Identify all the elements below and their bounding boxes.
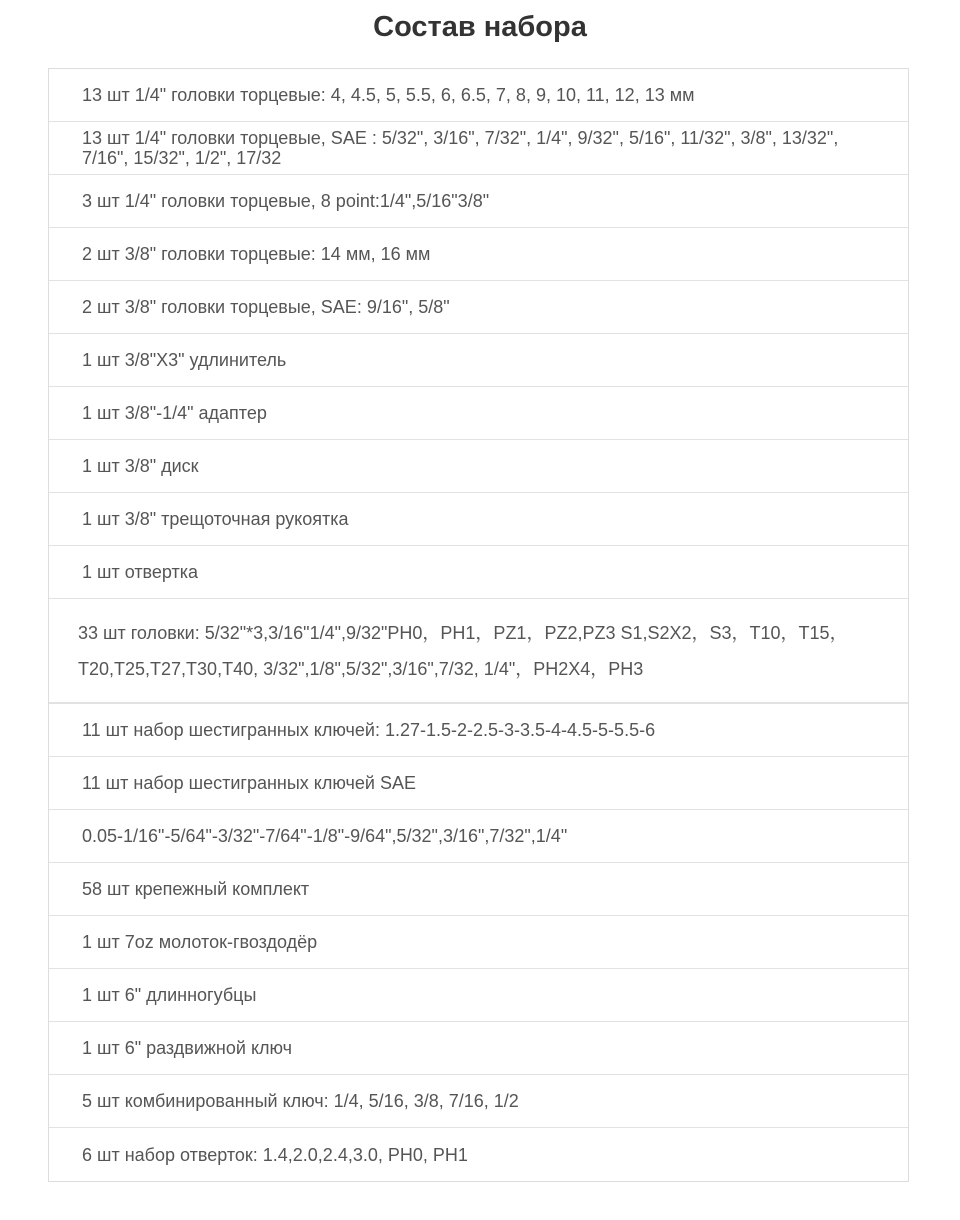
table-row: 11 шт набор шестигранных ключей: 1.27-1.5-2-2.5-3-3.5-4-4.5-5-5.5-6 xyxy=(49,704,908,757)
table-row: 1 шт 6" раздвижной ключ xyxy=(49,1022,908,1075)
table-row: 5 шт комбинированный ключ: 1/4, 5/16, 3/8, 7/16, 1/2 xyxy=(49,1075,908,1128)
table-row: 1 шт 6" длинногубцы xyxy=(49,969,908,1022)
table-row: 0.05-1/16"-5/64"-3/32"-7/64"-1/8"-9/64",5/32",3/16",7/32",1/4" xyxy=(49,810,908,863)
page-title: Состав набора xyxy=(373,11,587,43)
table-row: 1 шт 7oz молоток-гвоздодёр xyxy=(49,916,908,969)
table-row: 13 шт 1/4" головки торцевые: 4, 4.5, 5, 5.5, 6, 6.5, 7, 8, 9, 10, 11, 12, 13 мм xyxy=(49,69,908,122)
table-row: 1 шт 3/8"-1/4" адаптер xyxy=(49,387,908,440)
table-row: 2 шт 3/8" головки торцевые, SAE: 9/16", 5/8" xyxy=(49,281,908,334)
kit-contents-table xyxy=(48,68,909,1182)
table-row: 1 шт 3/8"X3" удлинитель xyxy=(49,334,908,387)
table-row: 1 шт отвертка xyxy=(49,546,908,599)
table-row: 6 шт набор отверток: 1.4,2.0,2.4,3.0, PH0, PH1 xyxy=(82,1144,468,1165)
table-row: 1 шт 3/8" диск xyxy=(49,440,908,493)
table-row: 33 шт головки: 5/32"*3,3/16"1/4",9/32"PH0，PH1，PZ1，PZ2,PZ3 S1,S2X2，S3，T10，T15，T20,T25,T27,T30,T40, 3/32",1/8",5/32",3/16",7/32, 1/4"，PH2X4，PH3 xyxy=(49,599,908,704)
table-row: 11 шт набор шестигранных ключей SAE xyxy=(49,757,908,810)
table-row: 1 шт 3/8" трещоточная рукоятка xyxy=(49,493,908,546)
table-row: 2 шт 3/8" головки торцевые: 14 мм, 16 мм xyxy=(49,228,908,281)
table-row: 3 шт 1/4" головки торцевые, 8 point:1/4",5/16"3/8" xyxy=(49,175,908,228)
table-row: 58 шт крепежный комплект xyxy=(49,863,908,916)
table-row: 13 шт 1/4" головки торцевые, SAE : 5/32", 3/16", 7/32", 1/4", 9/32", 5/16", 11/32", 3/8", 13/32", 7/16", 15/32", 1/2", 17/32 xyxy=(49,122,908,175)
